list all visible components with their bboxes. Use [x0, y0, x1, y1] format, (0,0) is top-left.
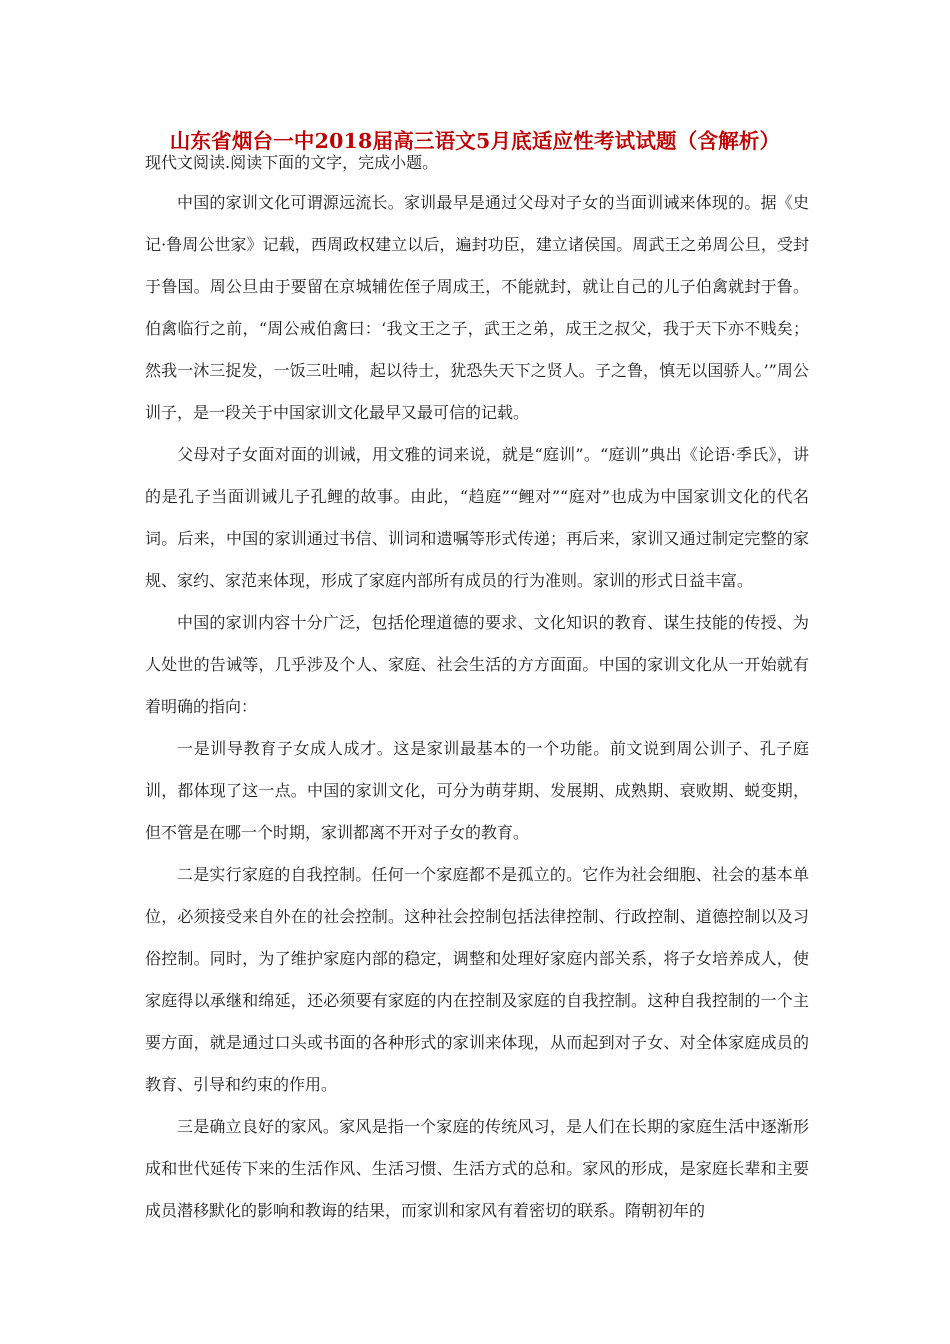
paragraph-3: 中国的家训内容十分广泛，包括伦理道德的要求、文化知识的教育、谋生技能的传授、为人处世的告诫等，几乎涉及个人、家庭、社会生活的方方面面。中国的家训文化从一开始就有着明确的指向： [145, 613, 809, 716]
paragraph-6: 三是确立良好的家风。家风是指一个家庭的传统风习，是人们在长期的家庭生活中逐渐形成和世代延传下来的生活作风、生活习惯、生活方式的总和。家风的形成，是家庭长辈和主要成员潜移默化的影响和教诲的结果，而家训和家风有着密切的联系。隋朝初年的 [145, 1117, 809, 1220]
paragraph-5: 二是实行家庭的自我控制。任何一个家庭都不是孤立的。它作为社会细胞、社会的基本单位，必须接受来自外在的社会控制。这种社会控制包括法律控制、行政控制、道德控制以及习俗控制。同时，为了维护家庭内部的稳定，调整和处理好家庭内部关系，将子女培养成人，使家庭得以承继和绵延，还必须要有家庭的内在控制及家庭的自我控制。这种自我控制的一个主要方面，就是通过口头或书面的各种形式的家训来体现，从而起到对子女、对全体家庭成员的教育、引导和约束的作用。 [145, 865, 809, 1094]
paragraph-1: 中国的家训文化可谓源远流长。家训最早是通过父母对子女的当面训诫来体现的。据《史记·鲁周公世家》记载，西周政权建立以后，遍封功臣，建立诸侯国。周武王之弟周公旦，受封于鲁国。周公旦由于要留在京城辅佐侄子周成王，不能就封，就让自己的儿子伯禽就封于鲁。伯禽临行之前，“周公戒伯禽曰：‘我文王之子，武王之弟，成王之叔父，我于天下亦不贱矣；然我一沐三捉发，一饭三吐哺，起以待士，犹恐失天下之贤人。子之鲁，慎无以国骄人。’”周公训子，是一段关于中国家训文化最早又最可信的记载。 [145, 193, 809, 422]
paragraph-4: 一是训导教育子女成人成才。这是家训最基本的一个功能。前文说到周公训子、孔子庭训，都体现了这一点。中国的家训文化，可分为萌芽期、发展期、成熟期、衰败期、蜕变期，但不管是在哪一个时期，家训都离不开对子女的教育。 [145, 739, 809, 842]
article-body [145, 182, 809, 1232]
document-title: 山东省烟台一中2018届高三语文5月底适应性考试试题（含解析） [169, 129, 781, 153]
reading-instruction: 现代文阅读.阅读下面的文字，完成小题。 [145, 153, 439, 172]
paragraph-2: 父母对子女面对面的训诫，用文雅的词来说，就是“庭训”。“庭训”典出《论语·季氏》，讲的是孔子当面训诫儿子孔鲤的故事。由此，“趋庭”“鲤对”“庭对”也成为中国家训文化的代名词。后来，中国的家训通过书信、训词和遗嘱等形式传递；再后来，家训又通过制定完整的家规、家约、家范来体现，形成了家庭内部所有成员的行为准则。家训的形式日益丰富。 [145, 445, 809, 590]
